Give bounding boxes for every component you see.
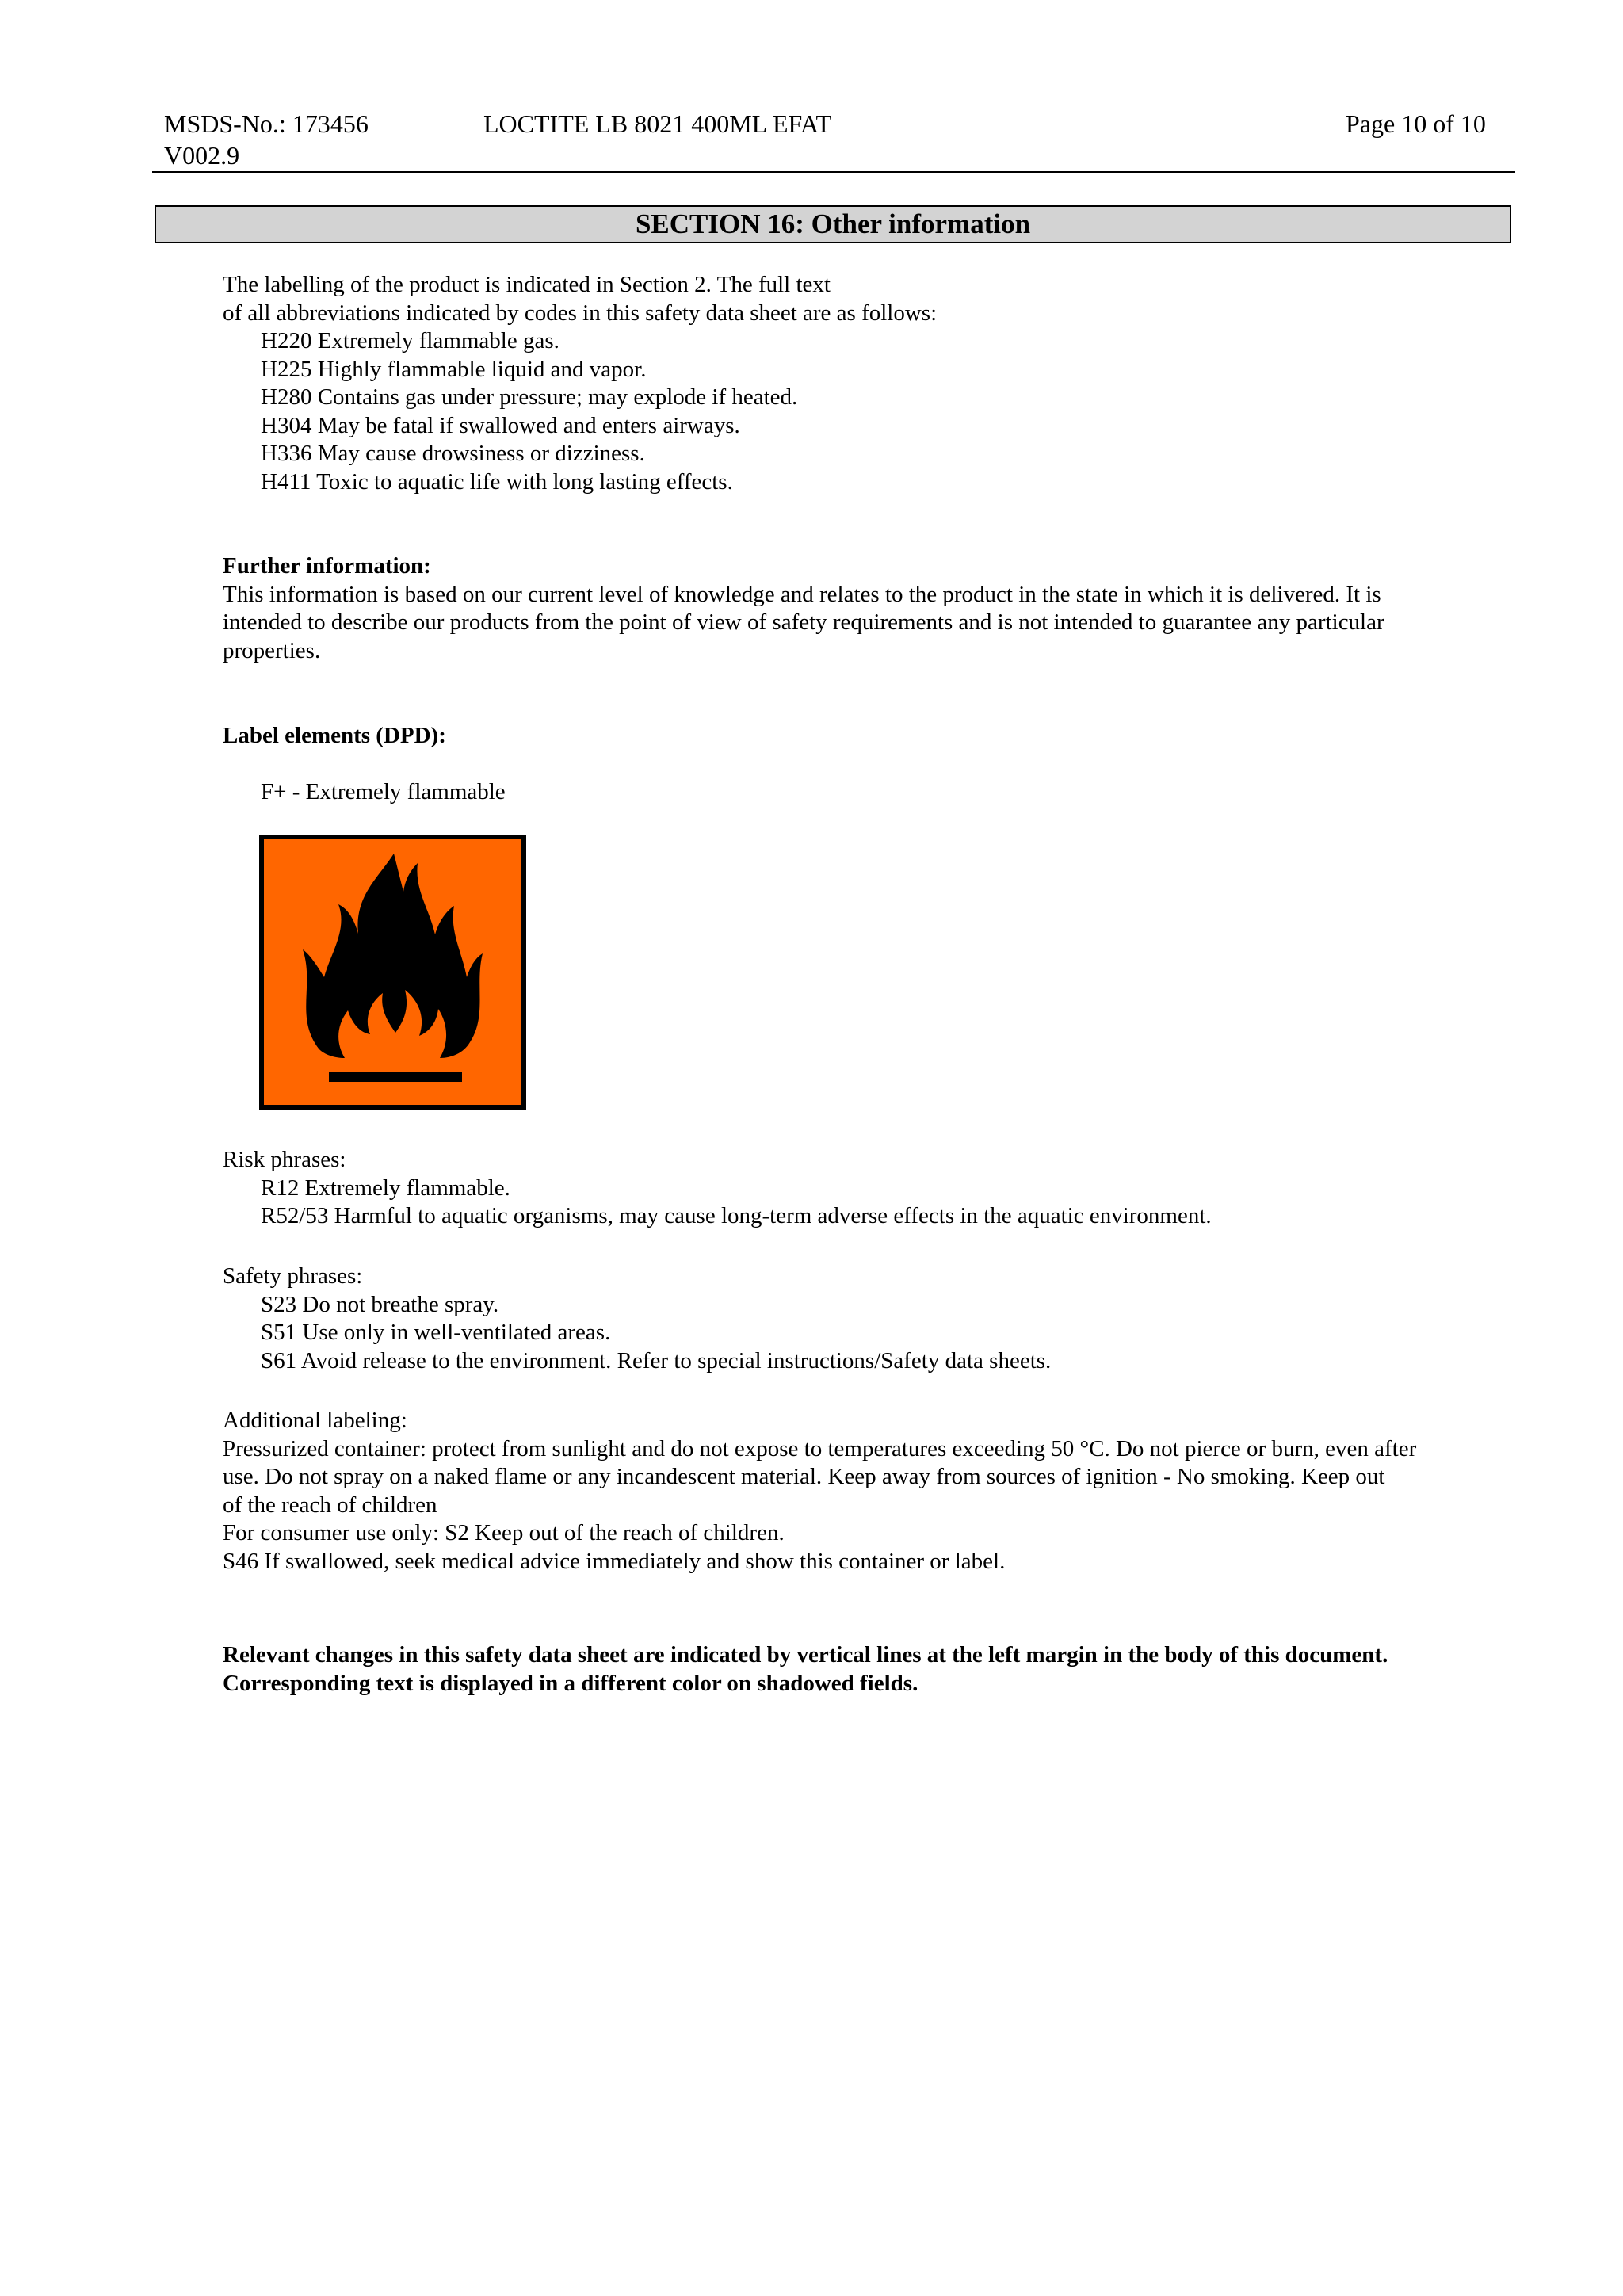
header-divider — [152, 171, 1515, 173]
further-information-text: properties. — [223, 637, 321, 663]
additional-labeling-heading: Additional labeling: — [223, 1408, 407, 1433]
page-number: Page 10 of 10 — [1346, 109, 1486, 138]
additional-labeling-text: use. Do not spray on a naked flame or any incandescent material. Keep away from sources of ignition - No smoking. Keep out — [223, 1464, 1385, 1489]
safety-phrase: S51 Use only in well-ventilated areas. — [261, 1320, 611, 1345]
additional-labeling-block — [223, 1407, 1416, 1576]
safety-phrases-heading: Safety phrases: — [223, 1263, 363, 1289]
h-statement: H225 Highly flammable liquid and vapor. — [261, 356, 647, 382]
symbol-caption: F+ - Extremely flammable — [261, 779, 506, 804]
safety-phrase: S61 Avoid release to the environment. Refer to special instructions/Safety data sheets. — [261, 1347, 1052, 1373]
label-elements-heading: Label elements (DPD): — [223, 723, 446, 748]
additional-labeling-text: S46 If swallowed, seek medical advice immediately and show this container or label. — [223, 1548, 1006, 1574]
section-heading-box — [155, 205, 1511, 243]
additional-labeling-text: Pressurized container: protect from sunlight and do not expose to temperatures exceeding 50 °C. Do not pierce or burn, even after — [223, 1435, 1417, 1461]
risk-phrases-heading: Risk phrases: — [223, 1147, 346, 1172]
msds-number: MSDS-No.: 173456 — [164, 109, 369, 138]
further-information-text: This information is based on our current level of knowledge and relates to the product in the state in which it is delivered. It is — [223, 581, 1381, 607]
product-name: LOCTITE LB 8021 400ML EFAT — [483, 109, 832, 138]
intro-line: of all abbreviations indicated by codes in this safety data sheet are as follows: — [223, 300, 938, 326]
risk-phrases-block — [223, 1146, 1212, 1231]
flame-hazard-icon — [259, 835, 526, 1110]
safety-phrases-block — [223, 1263, 1051, 1375]
safety-phrase: S23 Do not breathe spray. — [261, 1291, 499, 1317]
further-information-block — [223, 552, 1384, 665]
document-version: V002.9 — [164, 141, 240, 170]
risk-phrase: R52/53 Harmful to aquatic organisms, may cause long-term adverse effects in the aquatic environment. — [261, 1203, 1212, 1228]
intro-line: The labelling of the product is indicated in Section 2. The full text — [223, 272, 831, 297]
changes-note-block — [223, 1641, 1388, 1698]
h-statement: H280 Contains gas under pressure; may explode if heated. — [261, 384, 798, 410]
further-information-heading: Further information: — [223, 553, 431, 579]
h-statement: H304 May be fatal if swallowed and enters airways. — [261, 412, 740, 438]
additional-labeling-text: For consumer use only: S2 Keep out of the reach of children. — [223, 1520, 785, 1545]
label-elements-heading-block — [223, 722, 446, 751]
h-statement: H411 Toxic to aquatic life with long lasting effects. — [261, 468, 733, 495]
risk-phrase: R12 Extremely flammable. — [261, 1175, 510, 1201]
further-information-text: intended to describe our products from the point of view of safety requirements and is not intended to guarantee any particular — [223, 609, 1384, 635]
additional-labeling-text: of the reach of children — [223, 1492, 437, 1518]
changes-note-text: Relevant changes in this safety data sheet are indicated by vertical lines at the left margin in the body of this document. — [223, 1642, 1388, 1668]
section-title: SECTION 16: Other information — [635, 208, 1031, 239]
h-statement: H336 May cause drowsiness or dizziness. — [261, 441, 645, 466]
symbol-caption-block — [223, 778, 506, 807]
h-statement: H220 Extremely flammable gas. — [261, 328, 559, 353]
abbreviations-block — [223, 271, 937, 496]
changes-note-text: Corresponding text is displayed in a different color on shadowed fields. — [223, 1670, 918, 1696]
